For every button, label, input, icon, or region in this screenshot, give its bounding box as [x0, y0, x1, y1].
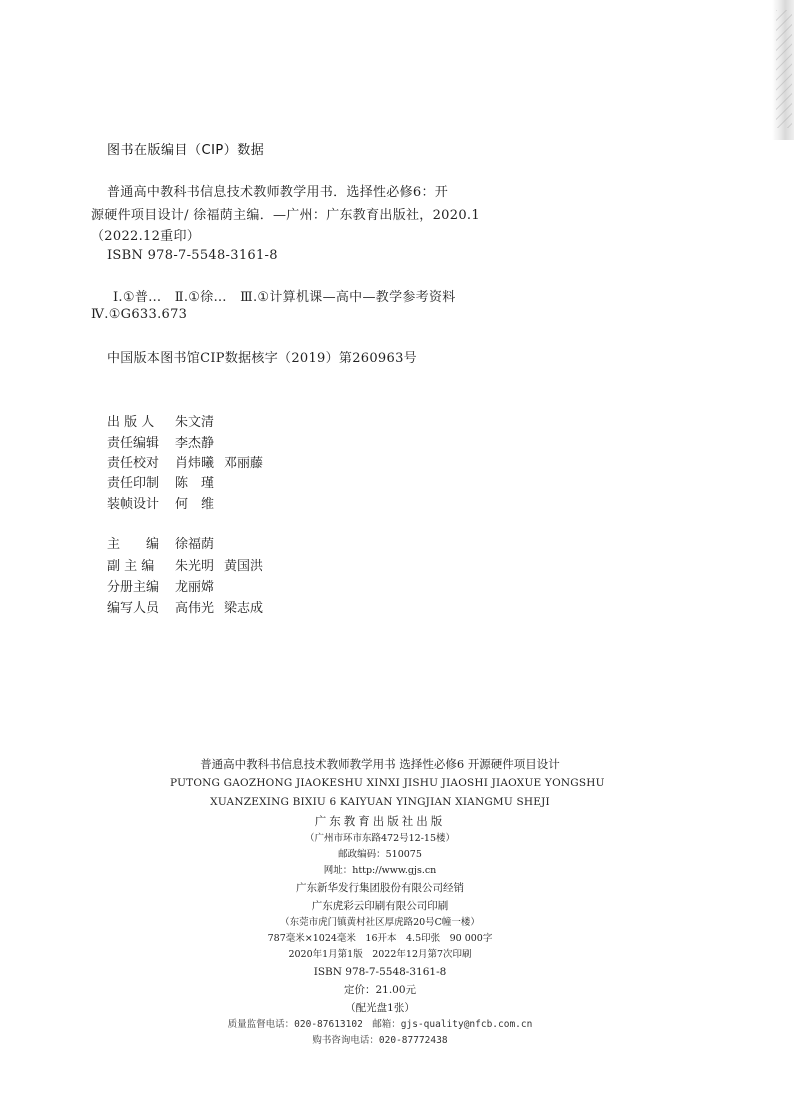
staff-role: 责任编辑: [107, 436, 160, 451]
staff-row-publisher: [107, 411, 224, 430]
staff-name: 邓丽藤: [224, 456, 264, 471]
colophon-block: [170, 755, 605, 1049]
editor-name: 梁志成: [224, 601, 264, 616]
page-edge-decoration: [772, 0, 794, 140]
editor-row-chief: [107, 533, 224, 552]
editor-row-writers: [107, 597, 273, 616]
colophon-purchase-contact: 购书咨询电话：020-87772438: [312, 1035, 448, 1046]
editor-name: 黄国洪: [224, 559, 264, 574]
staff-name: 朱文清: [175, 415, 215, 430]
colophon-distributor: 广东新华发行集团股份有限公司经销: [296, 882, 464, 894]
colophon-edition: 2020年1月第1版 2022年12月第7次印刷: [288, 949, 472, 960]
staff-row-designer: [107, 493, 224, 512]
colophon-quality-contact: 质量监督电话：020-87613102 邮箱：gjs-quality@nfcb.com.cn: [227, 1019, 533, 1030]
colophon-title: 普通高中教科书信息技术教师教学用书 选择性必修6 开源硬件项目设计: [200, 757, 560, 771]
colophon-printer-address: （东莞市虎门镇黄村社区厚虎路20号C幢一楼）: [280, 917, 480, 928]
staff-row-print-manager: [107, 472, 224, 491]
cip-isbn: ISBN 978-7-5548-3161-8: [107, 248, 278, 263]
staff-name: 李杰静: [175, 436, 215, 451]
editor-role: 副 主 编: [107, 559, 155, 574]
editor-role: 主 编: [107, 537, 160, 552]
colophon-pinyin-line-1: PUTONG GAOZHONG JIAOKESHU XINXI JISHU JIAOSHI JIAOXUE YONGSHU: [170, 777, 605, 789]
editor-row-volume: [107, 576, 224, 595]
colophon-pinyin-line-2: XUANZEXING BIXIU 6 KAIYUAN YINGJIAN XIANGMU SHEJI: [210, 796, 550, 808]
colophon-price: 定价：21.00元: [343, 984, 417, 996]
staff-name: 何 维: [175, 497, 215, 512]
cip-record-number: 中国版本图书馆CIP数据核字（2019）第260963号: [107, 351, 417, 366]
editor-name: 龙丽嫦: [175, 580, 215, 595]
staff-row-proofreader: [107, 452, 273, 471]
staff-role: 责任印制: [107, 476, 160, 491]
staff-name: 陈 瑾: [175, 476, 215, 491]
colophon-disc: （配光盘1张）: [345, 1002, 415, 1014]
colophon-postcode: 邮政编码：510075: [338, 849, 422, 860]
staff-role: 出 版 人: [107, 415, 155, 430]
editor-role: 分册主编: [107, 580, 160, 595]
staff-row-editor: [107, 432, 224, 451]
editor-name: 高伟光: [175, 601, 215, 616]
staff-role: 责任校对: [107, 456, 160, 471]
colophon-publisher-address: （广州市环市东路472号12-15楼）: [304, 833, 456, 844]
colophon-printer: 广东虎彩云印刷有限公司印刷: [311, 900, 449, 912]
cip-entry-line-1: 普通高中教科书信息技术教师教学用书．选择性必修6：开: [107, 185, 449, 200]
colophon-publisher: 广东教育出版社出版: [314, 814, 446, 828]
editor-role: 编写人员: [107, 601, 160, 616]
cip-classification-line-2: Ⅳ.①G633.673: [91, 307, 188, 322]
editor-name: 徐福荫: [175, 537, 215, 552]
cip-entry-line-3: （2022.12重印）: [91, 229, 201, 244]
colophon-website: 网址：http://www.gjs.cn: [323, 865, 437, 876]
colophon-format: 787毫米×1024毫米 16开本 4.5印张 90 000字: [267, 933, 493, 944]
staff-name: 肖炜曦: [175, 456, 215, 471]
cip-classification-line-1: Ⅰ.①普… Ⅱ.①徐… Ⅲ.①计算机课—高中—教学参考资料: [113, 290, 456, 305]
colophon-isbn: ISBN 978-7-5548-3161-8: [313, 966, 447, 978]
cip-heading: 图书在版编目（CIP）数据: [107, 143, 265, 158]
editor-row-deputy: [107, 555, 273, 574]
cip-entry-line-2: 源硬件项目设计/ 徐福荫主编．—广州：广东教育出版社，2020.1: [91, 208, 480, 223]
staff-role: 装帧设计: [107, 497, 160, 512]
editor-name: 朱光明: [175, 559, 215, 574]
